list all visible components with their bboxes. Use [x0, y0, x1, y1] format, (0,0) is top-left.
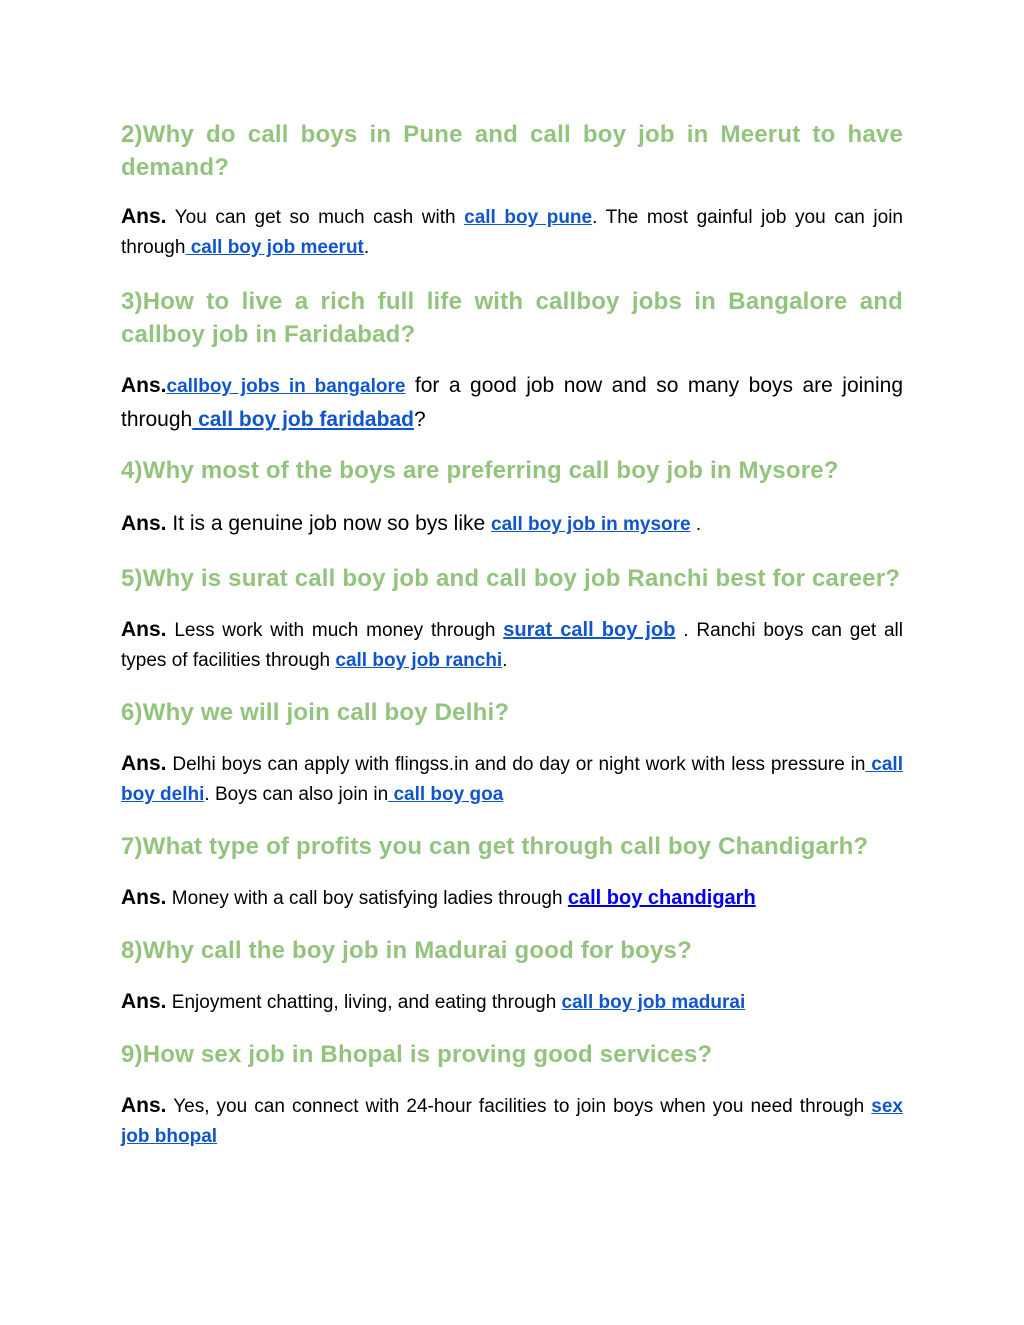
answer-text: Yes, you can connect with 24-hour facilities to join boys when you need through	[166, 1096, 872, 1117]
answer-label: Ans.	[121, 618, 167, 641]
answer-paragraph	[121, 615, 903, 676]
answer-text: . The most gainful job you can join through	[121, 207, 903, 258]
link-call-boy-job-meerut[interactable]: call boy job meerut	[185, 237, 364, 258]
answer-text: Delhi boys can apply with flingss.in and do day or night work with less pressure in	[166, 754, 866, 775]
answer-label: Ans.	[121, 1094, 167, 1117]
question-heading: 6)Why we will join call boy Delhi?	[121, 699, 510, 726]
question-heading: 4)Why most of the boys are preferring call boy job in Mysore?	[121, 457, 839, 484]
answer-label: Ans.	[121, 205, 167, 228]
answer-label: Ans.	[121, 752, 167, 775]
answer-label: Ans.	[121, 990, 167, 1013]
link-call-boy-job-madurai[interactable]: call boy job madurai	[561, 992, 746, 1013]
answer-text: .	[502, 650, 508, 671]
answer-text: . Boys can also join in	[204, 784, 389, 805]
link-call-boy-delhi[interactable]: call boy delhi	[121, 754, 903, 805]
answer-text: .	[363, 237, 370, 258]
link-call-boy-job-in-mysore[interactable]: call boy job in mysore	[491, 514, 691, 535]
question-heading: 5)Why is surat call boy job and call boy job Ranchi best for career?	[121, 565, 901, 592]
question-heading: 8)Why call the boy job in Madurai good for boys?	[121, 937, 692, 964]
answer-label: Ans.	[121, 374, 167, 397]
answer-paragraph	[121, 987, 903, 1018]
answer-paragraph	[121, 507, 903, 541]
answer-paragraph	[121, 202, 903, 263]
question-heading: 2)Why do call boys in Pune and call boy job in Meerut to have demand?	[121, 121, 903, 181]
question-heading: 7)What type of profits you can get through call boy Chandigarh?	[121, 833, 869, 860]
answer-paragraph	[121, 883, 903, 914]
answer-paragraph	[121, 369, 903, 436]
answer-text: Enjoyment chatting, living, and eating through	[166, 992, 562, 1013]
answer-paragraph	[121, 749, 903, 810]
answer-text: .	[690, 514, 702, 535]
link-call-boy-goa[interactable]: call boy goa	[388, 784, 504, 805]
link-callboy-jobs-in-bangalore[interactable]: callboy jobs in bangalore	[166, 376, 406, 397]
answer-text: . Ranchi boys can get all types of facilities through	[121, 620, 903, 671]
answer-paragraph	[121, 1091, 903, 1152]
link-call-boy-chandigarh[interactable]: call boy chandigarh	[567, 887, 756, 909]
question-heading: 9)How sex job in Bhopal is proving good services?	[121, 1041, 713, 1068]
answer-label: Ans.	[121, 512, 167, 535]
answer-label: Ans.	[121, 886, 167, 909]
answer-text: for a good job now and so many boys are joining through	[121, 374, 903, 431]
answer-text: It is a genuine job now so bys like	[166, 512, 492, 535]
answer-text: You can get so much cash with	[166, 207, 465, 228]
link-call-boy-pune[interactable]: call boy pune	[464, 207, 593, 228]
document-page	[121, 118, 903, 1152]
answer-text: ?	[413, 408, 426, 431]
answer-text: Less work with much money through	[166, 620, 504, 641]
link-call-boy-job-faridabad[interactable]: call boy job faridabad	[192, 408, 414, 431]
answer-text: Money with a call boy satisfying ladies through	[166, 888, 568, 909]
link-sex-job-bhopal[interactable]: sex job bhopal	[121, 1096, 903, 1147]
link-surat-call-boy-job[interactable]: surat call boy job	[503, 619, 676, 641]
question-heading: 3)How to live a rich full life with callboy jobs in Bangalore and callboy job in Faridabad?	[121, 288, 903, 348]
link-call-boy-job-ranchi[interactable]: call boy job ranchi	[335, 650, 503, 671]
